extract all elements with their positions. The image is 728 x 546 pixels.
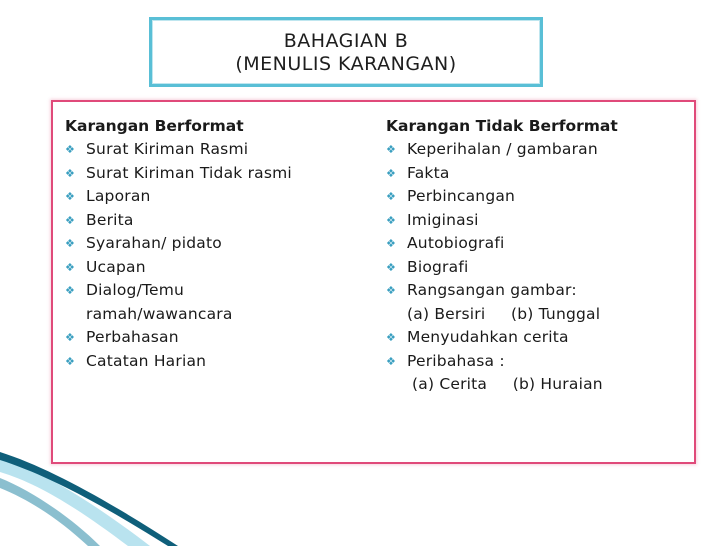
list-item: ❖ Laporan — [65, 185, 375, 209]
diamond-bullet-icon: ❖ — [65, 237, 76, 250]
list-item: ❖ Ucapan — [65, 256, 375, 280]
list-item: ❖ Surat Kiriman Tidak rasmi — [65, 162, 375, 186]
decorative-swoosh — [0, 450, 728, 546]
rangsangan-options: (a) Bersiri (b) Tunggal — [407, 304, 601, 323]
list-item: ❖ Perbincangan — [386, 185, 686, 209]
title-box — [149, 17, 543, 87]
diamond-bullet-icon: ❖ — [65, 354, 76, 368]
list-item: ❖ Fakta — [386, 162, 686, 186]
list-item: ❖ Catatan Harian — [65, 350, 375, 374]
diamond-bullet-icon: ❖ — [65, 260, 76, 274]
right-column — [386, 114, 686, 397]
diamond-bullet-icon: ❖ — [65, 190, 76, 203]
list-item: ❖ Menyudahkan cerita — [386, 326, 686, 350]
list-item: ❖ Rangsangan gambar: — [386, 279, 686, 303]
left-item-list — [65, 138, 375, 373]
diamond-bullet-icon: ❖ — [386, 284, 397, 297]
right-item-list — [386, 138, 686, 303]
right-column-heading: Karangan Tidak Berformat — [386, 117, 618, 135]
diamond-bullet-icon: ❖ — [386, 237, 397, 250]
list-item: ❖ Biografi — [386, 256, 686, 280]
list-item: ❖ Peribahasa : — [386, 350, 686, 374]
diamond-bullet-icon: ❖ — [65, 143, 76, 156]
list-item: ❖ Imiginasi — [386, 209, 686, 233]
list-item: ❖ Berita — [65, 209, 375, 233]
diamond-bullet-icon: ❖ — [65, 331, 76, 344]
diamond-bullet-icon: ❖ — [65, 284, 76, 297]
diamond-bullet-icon: ❖ — [386, 331, 397, 344]
list-item: ❖ Surat Kiriman Rasmi — [65, 138, 375, 162]
list-item: ❖ Syarahan/ pidato — [65, 232, 375, 256]
diamond-bullet-icon: ❖ — [65, 213, 76, 227]
diamond-bullet-icon: ❖ — [386, 260, 397, 274]
list-item: ❖ Dialog/Temu ramah/wawancara — [65, 281, 233, 323]
diamond-bullet-icon: ❖ — [386, 213, 397, 227]
diamond-bullet-icon: ❖ — [386, 354, 397, 368]
list-item: ❖ Keperihalan / gambaran — [386, 138, 686, 162]
left-column-heading: Karangan Berformat — [65, 117, 244, 135]
list-item: ❖ Perbahasan — [65, 326, 375, 350]
diamond-bullet-icon: ❖ — [65, 166, 76, 180]
right-item-list-continued — [386, 326, 686, 373]
list-item: ❖ Autobiografi — [386, 232, 686, 256]
slide-title-line-1: BAHAGIAN B — [283, 30, 409, 52]
content-box — [51, 100, 696, 464]
left-column — [65, 114, 375, 373]
diamond-bullet-icon: ❖ — [386, 166, 397, 180]
slide-title-line-2: (MENULIS KARANGAN) — [235, 53, 457, 75]
diamond-bullet-icon: ❖ — [386, 190, 397, 203]
peribahasa-options: (a) Cerita (b) Huraian — [412, 375, 603, 393]
diamond-bullet-icon: ❖ — [386, 143, 397, 156]
